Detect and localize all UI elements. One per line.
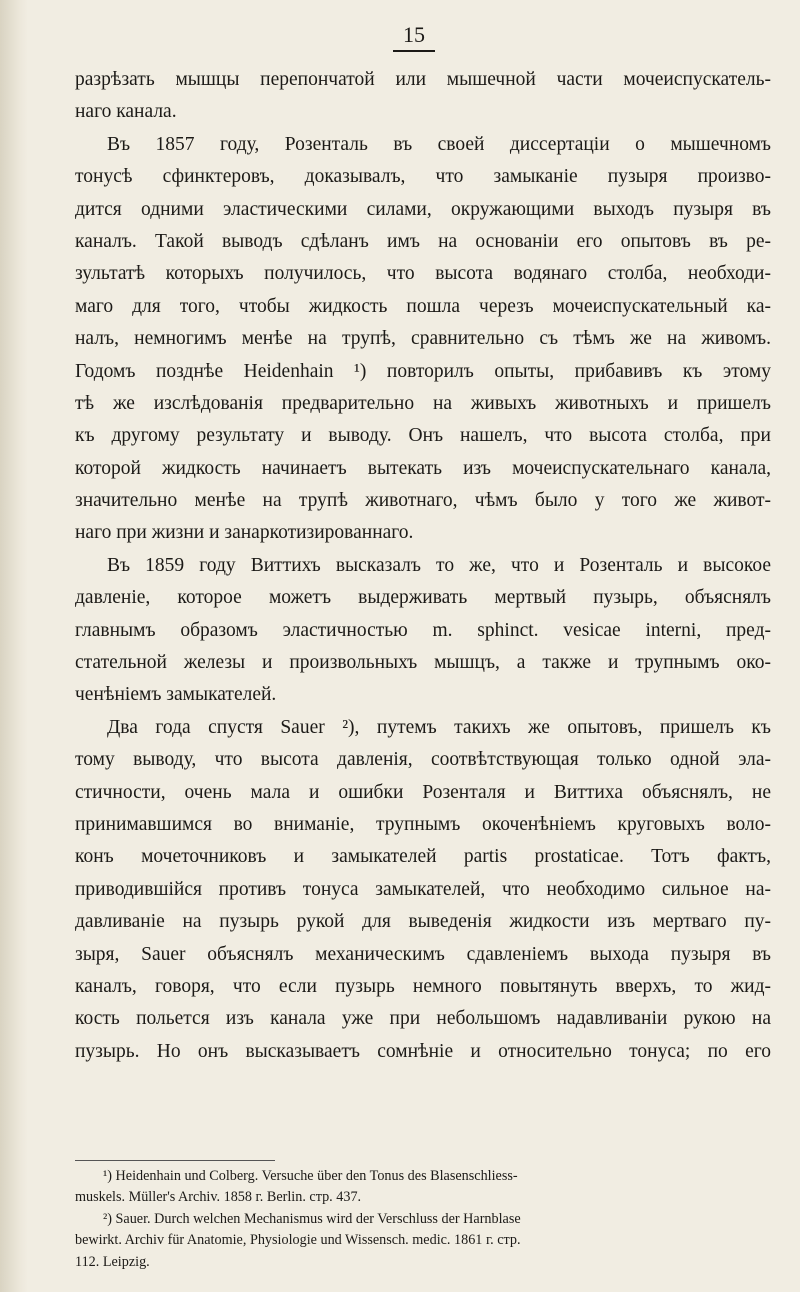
text-line: конъ мочеточниковъ и замыкателей partis prostaticae. Тотъ фактъ,	[75, 846, 771, 868]
text-line: Въ 1859 году Виттихъ высказалъ то же, что и Розенталь и высокое	[107, 554, 771, 576]
text-line: тому выводу, что высота давленія, соотвѣтствующая только одной эла-	[75, 749, 771, 771]
footnote-line: ¹) Heidenhain und Colberg. Versuche über den Tonus des Blasenschliess-	[103, 1168, 518, 1184]
text-line: зультатѣ которыхъ получилось, что высота водянаго столба, необходи-	[75, 263, 771, 285]
text-line: давленіе, которое можетъ выдерживать мертвый пузырь, объяснялъ	[75, 587, 771, 609]
text-line: Годомъ позднѣе Heidenhain ¹) повторилъ опыты, прибавивъ къ этому	[75, 360, 771, 382]
text-line: налъ, немногимъ менѣе на трупѣ, сравнительно съ тѣмъ же на живомъ.	[75, 328, 771, 350]
text-line: Два года спустя Sauer ²), путемъ такихъ же опытовъ, пришелъ къ	[107, 716, 771, 738]
footnote-line: muskels. Müller's Archiv. 1858 г. Berlin. стр. 437.	[75, 1189, 362, 1206]
text-line: давливаніе на пузырь рукой для выведенія жидкости изъ мертваго пу-	[75, 911, 771, 933]
text-line: каналъ. Такой выводъ сдѣланъ имъ на основаніи его опытовъ въ ре-	[75, 230, 771, 252]
footnote-line: 112. Leipzig.	[75, 1253, 150, 1270]
page-edge-shadow	[0, 0, 28, 1292]
text-line: зыря, Sauer объяснялъ механическимъ сдавленіемъ выхода пузыря въ	[75, 943, 771, 965]
text-line: каналъ, говоря, что если пузырь немного повытянуть вверхъ, то жид-	[75, 975, 771, 997]
text-line: ченѣніемъ замыкателей.	[75, 684, 277, 706]
text-line: принимавшимся во вниманіе, трупнымъ окоченѣніемъ круговыхъ воло-	[75, 813, 771, 835]
text-line: кость польется изъ канала уже при небольшомъ надавливаніи рукою на	[75, 1008, 771, 1030]
text-line: значительно менѣе на трупѣ животнаго, чѣмъ было у того же живот-	[75, 490, 771, 512]
footnote-line: bewirkt. Archiv für Anatomie, Physiologie und Wissensch. medic. 1861 г. стр.	[75, 1232, 521, 1249]
body-text	[75, 64, 771, 1068]
page-number	[0, 22, 800, 52]
text-line: пузырь. Но онъ высказываетъ сомнѣніе и относительно тонуса; по его	[75, 1040, 771, 1062]
text-line: къ другому результату и выводу. Онъ нашелъ, что высота столба, при	[75, 425, 771, 447]
text-line: стательной железы и произвольныхъ мышцъ, а также и трупнымъ око-	[75, 652, 771, 674]
text-line: дится одними эластическими силами, окружающими выходъ пузыря въ	[75, 198, 771, 220]
text-line: тонусѣ сфинктеровъ, доказывалъ, что замыканіе пузыря произво-	[75, 166, 771, 188]
text-line: главнымъ образомъ эластичностью m. sphinct. vesicae interni, пред-	[75, 619, 771, 641]
text-line: тѣ же изслѣдованія предварительно на живыхъ животныхъ и пришелъ	[75, 392, 771, 414]
text-line: разрѣзать мышцы перепончатой или мышечной части мочеиспускатель-	[75, 69, 771, 90]
footnote-divider	[75, 1160, 275, 1161]
text-line: приводившійся противъ тонуса замыкателей, что необходимо сильное на-	[75, 878, 771, 900]
footnotes	[75, 1166, 771, 1273]
text-line: наго канала.	[75, 101, 177, 123]
text-line: стичности, очень мала и ошибки Розенталя и Виттиха объяснялъ, не	[75, 781, 771, 803]
text-line: наго при жизни и занаркотизированнаго.	[75, 522, 414, 544]
text-line: Въ 1857 году, Розенталь въ своей диссертаціи о мышечномъ	[107, 133, 771, 155]
page-number-text: 15	[393, 22, 435, 52]
text-line: которой жидкость начинаетъ вытекать изъ мочеиспускательнаго канала,	[75, 457, 771, 479]
text-line: маго для того, чтобы жидкость пошла черезъ мочеиспускательный ка-	[75, 295, 771, 317]
footnote-line: ²) Sauer. Durch welchen Mechanismus wird der Verschluss der Harnblase	[103, 1210, 521, 1227]
